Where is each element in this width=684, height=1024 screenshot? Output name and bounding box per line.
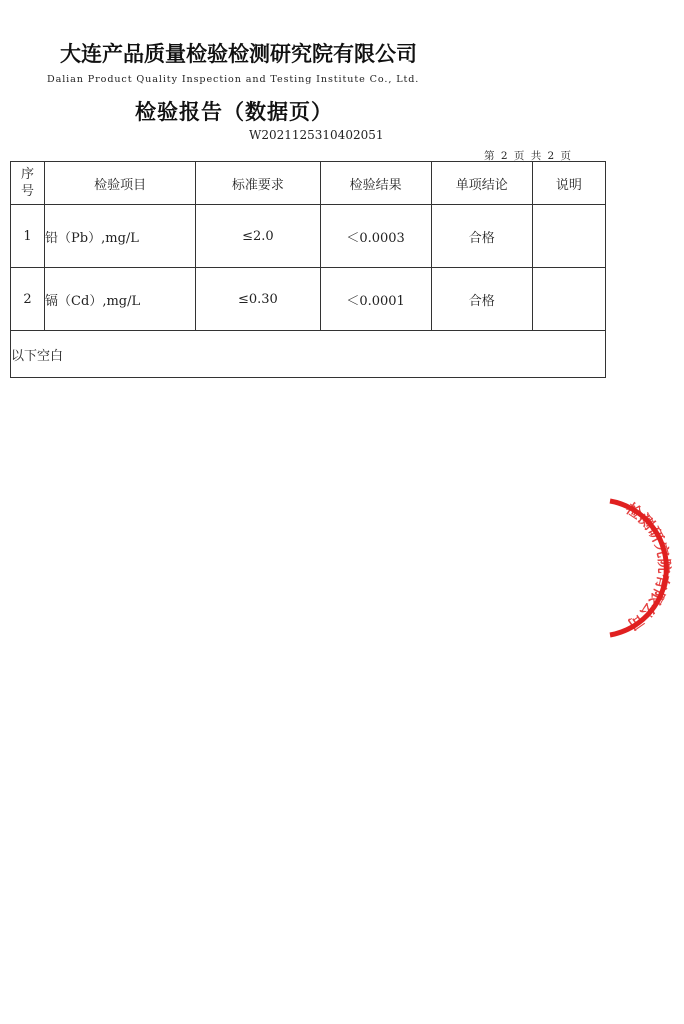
table-header-row xyxy=(11,162,606,205)
blank-note: 以下空白 xyxy=(11,331,606,378)
cell-note xyxy=(532,205,605,268)
cell-standard: ≤2.0 xyxy=(196,205,320,268)
cell-result: ＜0.0001 xyxy=(320,268,431,331)
cell-conclusion: 合格 xyxy=(431,205,532,268)
cell-seq: 1 xyxy=(11,205,45,268)
institute-name-cn: 大连产品质量检验检测研究院有限公司 xyxy=(60,42,417,66)
institute-name-en: Dalian Product Quality Inspection and Testing Institute Co., Ltd. xyxy=(47,74,420,85)
blank-note-row xyxy=(11,331,606,378)
cell-standard: ≤0.30 xyxy=(196,268,320,331)
header-conclusion: 单项结论 xyxy=(431,162,532,205)
header-seq-line2: 号 xyxy=(21,184,35,199)
report-number: W2021125310402051 xyxy=(249,128,384,142)
cell-result: ＜0.0003 xyxy=(320,205,431,268)
header-note: 说明 xyxy=(532,162,605,205)
table-row xyxy=(11,268,606,331)
cell-item: 铅（Pb）,mg/L xyxy=(45,205,196,268)
inspection-data-table xyxy=(10,161,606,378)
cell-seq: 2 xyxy=(11,268,45,331)
cell-conclusion: 合格 xyxy=(431,268,532,331)
cell-item: 镉（Cd）,mg/L xyxy=(45,268,196,331)
page-indicator: 第 2 页 共 2 页 xyxy=(484,150,572,162)
cell-note xyxy=(532,268,605,331)
header-item: 检验项目 xyxy=(45,162,196,205)
official-seal-icon xyxy=(602,498,684,638)
header-seq xyxy=(11,162,45,205)
header-standard: 标准要求 xyxy=(196,162,320,205)
report-title: 检验报告（数据页） xyxy=(135,100,333,124)
table-row xyxy=(11,205,606,268)
header-seq-line1: 序 xyxy=(21,167,35,182)
header-result: 检验结果 xyxy=(320,162,431,205)
svg-text:检测研究院有限公司: 检测研究院有限公司 xyxy=(622,499,674,634)
